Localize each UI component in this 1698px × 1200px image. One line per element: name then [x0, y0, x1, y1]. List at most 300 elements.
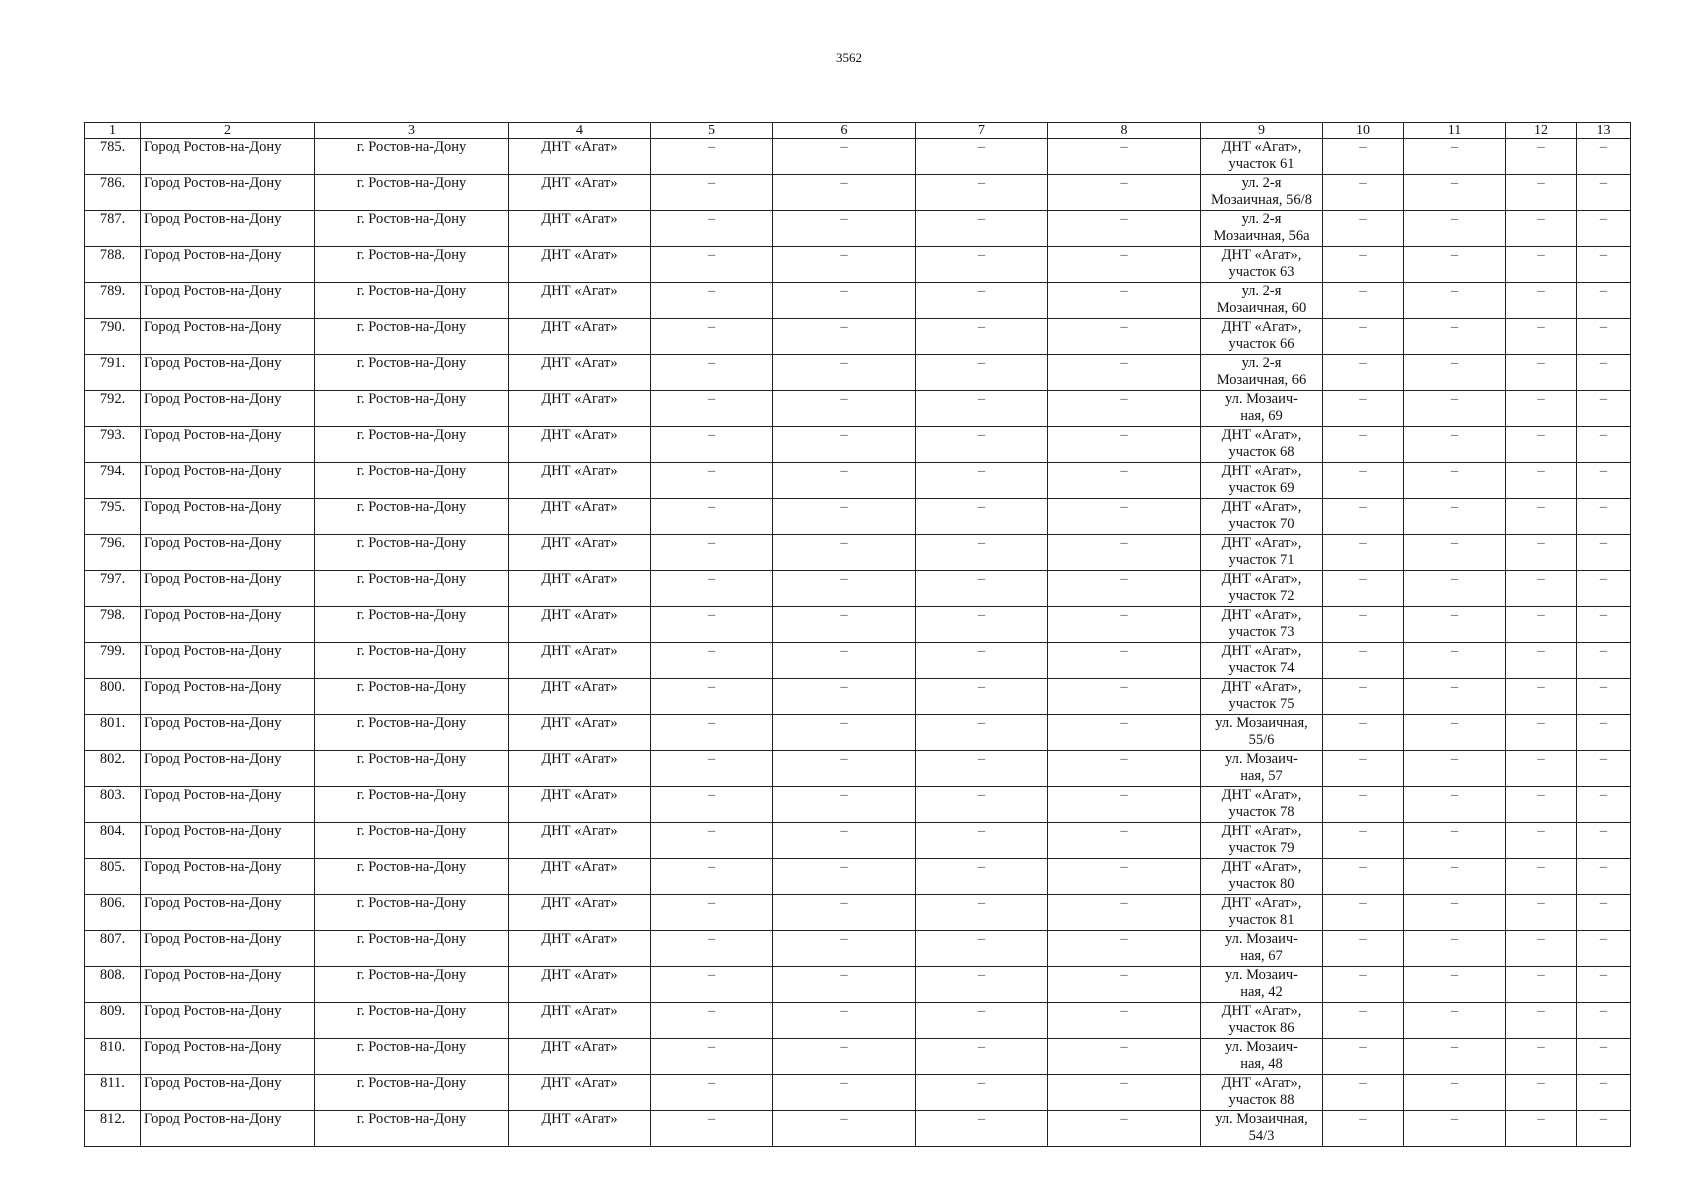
col10-cell: –	[1323, 1075, 1404, 1111]
col12-cell: –	[1506, 823, 1577, 859]
address-cell: ул. Мозаич- ная, 42	[1201, 967, 1323, 1003]
col7-cell: –	[916, 895, 1048, 931]
table-row	[85, 931, 1631, 967]
col5-cell: –	[651, 1111, 773, 1147]
organization-cell: ДНТ «Агат»	[509, 211, 651, 247]
address-cell: ул. Мозаичная, 54/3	[1201, 1111, 1323, 1147]
col11-cell: –	[1404, 823, 1506, 859]
col5-cell: –	[651, 967, 773, 1003]
organization-cell: ДНТ «Агат»	[509, 931, 651, 967]
municipality-cell: Город Ростов-на-Дону	[141, 967, 315, 1003]
row-number: 788.	[85, 247, 141, 283]
col10-cell: –	[1323, 175, 1404, 211]
col5-cell: –	[651, 247, 773, 283]
col6-cell: –	[773, 931, 916, 967]
settlement-cell: г. Ростов-на-Дону	[315, 715, 509, 751]
column-header-12: 12	[1506, 123, 1577, 139]
col7-cell: –	[916, 571, 1048, 607]
col12-cell: –	[1506, 895, 1577, 931]
col7-cell: –	[916, 283, 1048, 319]
row-number: 795.	[85, 499, 141, 535]
row-number: 786.	[85, 175, 141, 211]
col12-cell: –	[1506, 319, 1577, 355]
registry-table	[84, 122, 1631, 1147]
col6-cell: –	[773, 391, 916, 427]
col12-cell: –	[1506, 787, 1577, 823]
column-header-7: 7	[916, 123, 1048, 139]
col8-cell: –	[1048, 751, 1201, 787]
col13-cell: –	[1577, 967, 1631, 1003]
municipality-cell: Город Ростов-на-Дону	[141, 427, 315, 463]
address-cell: ул. Мозаич- ная, 67	[1201, 931, 1323, 967]
col8-cell: –	[1048, 607, 1201, 643]
col6-cell: –	[773, 859, 916, 895]
col8-cell: –	[1048, 823, 1201, 859]
row-number: 802.	[85, 751, 141, 787]
col10-cell: –	[1323, 571, 1404, 607]
col8-cell: –	[1048, 211, 1201, 247]
col7-cell: –	[916, 715, 1048, 751]
table-row	[85, 1039, 1631, 1075]
col12-cell: –	[1506, 931, 1577, 967]
col6-cell: –	[773, 1003, 916, 1039]
table-row	[85, 463, 1631, 499]
municipality-cell: Город Ростов-на-Дону	[141, 679, 315, 715]
table-row	[85, 967, 1631, 1003]
settlement-cell: г. Ростов-на-Дону	[315, 319, 509, 355]
address-cell: ул. 2-я Мозаичная, 66	[1201, 355, 1323, 391]
address-cell: ДНТ «Агат», участок 81	[1201, 895, 1323, 931]
municipality-cell: Город Ростов-на-Дону	[141, 1003, 315, 1039]
col8-cell: –	[1048, 1075, 1201, 1111]
address-cell: ул. Мозаич- ная, 48	[1201, 1039, 1323, 1075]
row-number: 809.	[85, 1003, 141, 1039]
municipality-cell: Город Ростов-на-Дону	[141, 1111, 315, 1147]
col7-cell: –	[916, 1039, 1048, 1075]
organization-cell: ДНТ «Агат»	[509, 751, 651, 787]
col5-cell: –	[651, 175, 773, 211]
col5-cell: –	[651, 211, 773, 247]
col13-cell: –	[1577, 895, 1631, 931]
col5-cell: –	[651, 391, 773, 427]
col7-cell: –	[916, 1111, 1048, 1147]
municipality-cell: Город Ростов-на-Дону	[141, 463, 315, 499]
col13-cell: –	[1577, 571, 1631, 607]
col5-cell: –	[651, 499, 773, 535]
table-row	[85, 535, 1631, 571]
col11-cell: –	[1404, 211, 1506, 247]
col6-cell: –	[773, 283, 916, 319]
table-row	[85, 247, 1631, 283]
col10-cell: –	[1323, 139, 1404, 175]
row-number: 812.	[85, 1111, 141, 1147]
settlement-cell: г. Ростов-на-Дону	[315, 1039, 509, 1075]
municipality-cell: Город Ростов-на-Дону	[141, 175, 315, 211]
table-row	[85, 1003, 1631, 1039]
table-row	[85, 355, 1631, 391]
organization-cell: ДНТ «Агат»	[509, 427, 651, 463]
settlement-cell: г. Ростов-на-Дону	[315, 1111, 509, 1147]
col11-cell: –	[1404, 391, 1506, 427]
settlement-cell: г. Ростов-на-Дону	[315, 607, 509, 643]
col6-cell: –	[773, 463, 916, 499]
col10-cell: –	[1323, 319, 1404, 355]
organization-cell: ДНТ «Агат»	[509, 355, 651, 391]
column-header-2: 2	[141, 123, 315, 139]
col11-cell: –	[1404, 679, 1506, 715]
col11-cell: –	[1404, 247, 1506, 283]
col11-cell: –	[1404, 319, 1506, 355]
col8-cell: –	[1048, 535, 1201, 571]
col8-cell: –	[1048, 1111, 1201, 1147]
address-cell: ДНТ «Агат», участок 86	[1201, 1003, 1323, 1039]
settlement-cell: г. Ростов-на-Дону	[315, 823, 509, 859]
row-number: 805.	[85, 859, 141, 895]
row-number: 804.	[85, 823, 141, 859]
settlement-cell: г. Ростов-на-Дону	[315, 787, 509, 823]
address-cell: ДНТ «Агат», участок 61	[1201, 139, 1323, 175]
col12-cell: –	[1506, 427, 1577, 463]
col12-cell: –	[1506, 463, 1577, 499]
col11-cell: –	[1404, 499, 1506, 535]
col12-cell: –	[1506, 499, 1577, 535]
table-row	[85, 751, 1631, 787]
col13-cell: –	[1577, 715, 1631, 751]
table-row	[85, 139, 1631, 175]
row-number: 789.	[85, 283, 141, 319]
col11-cell: –	[1404, 427, 1506, 463]
municipality-cell: Город Ростов-на-Дону	[141, 499, 315, 535]
col12-cell: –	[1506, 211, 1577, 247]
col12-cell: –	[1506, 679, 1577, 715]
col13-cell: –	[1577, 751, 1631, 787]
col7-cell: –	[916, 427, 1048, 463]
col11-cell: –	[1404, 967, 1506, 1003]
organization-cell: ДНТ «Агат»	[509, 787, 651, 823]
row-number: 792.	[85, 391, 141, 427]
col13-cell: –	[1577, 931, 1631, 967]
col8-cell: –	[1048, 139, 1201, 175]
col11-cell: –	[1404, 715, 1506, 751]
row-number: 798.	[85, 607, 141, 643]
col5-cell: –	[651, 1003, 773, 1039]
address-cell: ул. 2-я Мозаичная, 56а	[1201, 211, 1323, 247]
col8-cell: –	[1048, 787, 1201, 823]
organization-cell: ДНТ «Агат»	[509, 391, 651, 427]
col10-cell: –	[1323, 1039, 1404, 1075]
col7-cell: –	[916, 643, 1048, 679]
municipality-cell: Город Ростов-на-Дону	[141, 715, 315, 751]
row-number: 797.	[85, 571, 141, 607]
col6-cell: –	[773, 643, 916, 679]
col13-cell: –	[1577, 247, 1631, 283]
col5-cell: –	[651, 427, 773, 463]
municipality-cell: Город Ростов-на-Дону	[141, 571, 315, 607]
municipality-cell: Город Ростов-на-Дону	[141, 139, 315, 175]
col5-cell: –	[651, 715, 773, 751]
col7-cell: –	[916, 319, 1048, 355]
column-header-3: 3	[315, 123, 509, 139]
col12-cell: –	[1506, 1003, 1577, 1039]
col12-cell: –	[1506, 967, 1577, 1003]
col5-cell: –	[651, 643, 773, 679]
col10-cell: –	[1323, 247, 1404, 283]
col10-cell: –	[1323, 679, 1404, 715]
table-row	[85, 427, 1631, 463]
col5-cell: –	[651, 535, 773, 571]
col10-cell: –	[1323, 463, 1404, 499]
col10-cell: –	[1323, 391, 1404, 427]
col12-cell: –	[1506, 643, 1577, 679]
col7-cell: –	[916, 175, 1048, 211]
address-cell: ДНТ «Агат», участок 80	[1201, 859, 1323, 895]
col10-cell: –	[1323, 1003, 1404, 1039]
col6-cell: –	[773, 499, 916, 535]
settlement-cell: г. Ростов-на-Дону	[315, 499, 509, 535]
col12-cell: –	[1506, 1075, 1577, 1111]
col13-cell: –	[1577, 283, 1631, 319]
col8-cell: –	[1048, 643, 1201, 679]
col6-cell: –	[773, 139, 916, 175]
col8-cell: –	[1048, 319, 1201, 355]
col12-cell: –	[1506, 355, 1577, 391]
col13-cell: –	[1577, 1039, 1631, 1075]
settlement-cell: г. Ростов-на-Дону	[315, 355, 509, 391]
row-number: 787.	[85, 211, 141, 247]
organization-cell: ДНТ «Агат»	[509, 499, 651, 535]
col5-cell: –	[651, 319, 773, 355]
address-cell: ДНТ «Агат», участок 74	[1201, 643, 1323, 679]
address-cell: ДНТ «Агат», участок 75	[1201, 679, 1323, 715]
address-cell: ДНТ «Агат», участок 73	[1201, 607, 1323, 643]
col13-cell: –	[1577, 391, 1631, 427]
col6-cell: –	[773, 715, 916, 751]
column-number-row	[85, 123, 1631, 139]
col13-cell: –	[1577, 319, 1631, 355]
col13-cell: –	[1577, 823, 1631, 859]
col5-cell: –	[651, 679, 773, 715]
col10-cell: –	[1323, 751, 1404, 787]
col6-cell: –	[773, 427, 916, 463]
col12-cell: –	[1506, 391, 1577, 427]
col11-cell: –	[1404, 463, 1506, 499]
col11-cell: –	[1404, 1003, 1506, 1039]
col13-cell: –	[1577, 607, 1631, 643]
municipality-cell: Город Ростов-на-Дону	[141, 823, 315, 859]
col8-cell: –	[1048, 1039, 1201, 1075]
col11-cell: –	[1404, 895, 1506, 931]
table-row	[85, 859, 1631, 895]
col13-cell: –	[1577, 175, 1631, 211]
address-cell: ДНТ «Агат», участок 66	[1201, 319, 1323, 355]
col5-cell: –	[651, 283, 773, 319]
col10-cell: –	[1323, 283, 1404, 319]
col6-cell: –	[773, 1075, 916, 1111]
col11-cell: –	[1404, 607, 1506, 643]
col5-cell: –	[651, 355, 773, 391]
organization-cell: ДНТ «Агат»	[509, 139, 651, 175]
col10-cell: –	[1323, 643, 1404, 679]
organization-cell: ДНТ «Агат»	[509, 247, 651, 283]
municipality-cell: Город Ростов-на-Дону	[141, 535, 315, 571]
col11-cell: –	[1404, 931, 1506, 967]
table-row	[85, 283, 1631, 319]
table-row	[85, 607, 1631, 643]
col13-cell: –	[1577, 139, 1631, 175]
table-row	[85, 211, 1631, 247]
organization-cell: ДНТ «Агат»	[509, 967, 651, 1003]
settlement-cell: г. Ростов-на-Дону	[315, 643, 509, 679]
settlement-cell: г. Ростов-на-Дону	[315, 535, 509, 571]
col7-cell: –	[916, 139, 1048, 175]
settlement-cell: г. Ростов-на-Дону	[315, 427, 509, 463]
organization-cell: ДНТ «Агат»	[509, 319, 651, 355]
address-cell: ул. 2-я Мозаичная, 56/8	[1201, 175, 1323, 211]
col11-cell: –	[1404, 1111, 1506, 1147]
col8-cell: –	[1048, 679, 1201, 715]
col5-cell: –	[651, 931, 773, 967]
col7-cell: –	[916, 679, 1048, 715]
row-number: 790.	[85, 319, 141, 355]
col7-cell: –	[916, 391, 1048, 427]
table-row	[85, 787, 1631, 823]
col13-cell: –	[1577, 427, 1631, 463]
col12-cell: –	[1506, 175, 1577, 211]
col7-cell: –	[916, 463, 1048, 499]
settlement-cell: г. Ростов-на-Дону	[315, 751, 509, 787]
settlement-cell: г. Ростов-на-Дону	[315, 1075, 509, 1111]
col6-cell: –	[773, 535, 916, 571]
settlement-cell: г. Ростов-на-Дону	[315, 139, 509, 175]
municipality-cell: Город Ростов-на-Дону	[141, 859, 315, 895]
col11-cell: –	[1404, 175, 1506, 211]
organization-cell: ДНТ «Агат»	[509, 859, 651, 895]
col10-cell: –	[1323, 427, 1404, 463]
col12-cell: –	[1506, 1039, 1577, 1075]
settlement-cell: г. Ростов-на-Дону	[315, 895, 509, 931]
municipality-cell: Город Ростов-на-Дону	[141, 391, 315, 427]
col6-cell: –	[773, 355, 916, 391]
organization-cell: ДНТ «Агат»	[509, 715, 651, 751]
table-row	[85, 643, 1631, 679]
col8-cell: –	[1048, 463, 1201, 499]
col6-cell: –	[773, 679, 916, 715]
municipality-cell: Город Ростов-на-Дону	[141, 247, 315, 283]
col13-cell: –	[1577, 211, 1631, 247]
col6-cell: –	[773, 247, 916, 283]
settlement-cell: г. Ростов-на-Дону	[315, 1003, 509, 1039]
table-row	[85, 895, 1631, 931]
organization-cell: ДНТ «Агат»	[509, 463, 651, 499]
row-number: 793.	[85, 427, 141, 463]
col12-cell: –	[1506, 859, 1577, 895]
col7-cell: –	[916, 499, 1048, 535]
column-header-4: 4	[509, 123, 651, 139]
col7-cell: –	[916, 607, 1048, 643]
organization-cell: ДНТ «Агат»	[509, 535, 651, 571]
organization-cell: ДНТ «Агат»	[509, 895, 651, 931]
settlement-cell: г. Ростов-на-Дону	[315, 931, 509, 967]
col6-cell: –	[773, 751, 916, 787]
address-cell: ул. Мозаич- ная, 69	[1201, 391, 1323, 427]
col8-cell: –	[1048, 1003, 1201, 1039]
col8-cell: –	[1048, 247, 1201, 283]
col11-cell: –	[1404, 355, 1506, 391]
col7-cell: –	[916, 1003, 1048, 1039]
col5-cell: –	[651, 859, 773, 895]
col5-cell: –	[651, 571, 773, 607]
col8-cell: –	[1048, 859, 1201, 895]
col6-cell: –	[773, 211, 916, 247]
page-number: 3562	[836, 50, 862, 65]
col8-cell: –	[1048, 427, 1201, 463]
row-number: 796.	[85, 535, 141, 571]
col5-cell: –	[651, 1075, 773, 1111]
row-number: 810.	[85, 1039, 141, 1075]
col7-cell: –	[916, 211, 1048, 247]
col13-cell: –	[1577, 499, 1631, 535]
organization-cell: ДНТ «Агат»	[509, 1003, 651, 1039]
col10-cell: –	[1323, 1111, 1404, 1147]
municipality-cell: Город Ростов-на-Дону	[141, 1039, 315, 1075]
col11-cell: –	[1404, 283, 1506, 319]
organization-cell: ДНТ «Агат»	[509, 1111, 651, 1147]
table-row	[85, 175, 1631, 211]
organization-cell: ДНТ «Агат»	[509, 175, 651, 211]
col6-cell: –	[773, 823, 916, 859]
col10-cell: –	[1323, 715, 1404, 751]
municipality-cell: Город Ростов-на-Дону	[141, 931, 315, 967]
col10-cell: –	[1323, 823, 1404, 859]
organization-cell: ДНТ «Агат»	[509, 823, 651, 859]
col12-cell: –	[1506, 571, 1577, 607]
column-header-11: 11	[1404, 123, 1506, 139]
col12-cell: –	[1506, 751, 1577, 787]
settlement-cell: г. Ростов-на-Дону	[315, 859, 509, 895]
col13-cell: –	[1577, 1111, 1631, 1147]
col5-cell: –	[651, 139, 773, 175]
column-header-10: 10	[1323, 123, 1404, 139]
municipality-cell: Город Ростов-на-Дону	[141, 607, 315, 643]
table-row	[85, 679, 1631, 715]
address-cell: ДНТ «Агат», участок 68	[1201, 427, 1323, 463]
municipality-cell: Город Ростов-на-Дону	[141, 895, 315, 931]
settlement-cell: г. Ростов-на-Дону	[315, 571, 509, 607]
address-cell: ул. Мозаич- ная, 57	[1201, 751, 1323, 787]
col6-cell: –	[773, 895, 916, 931]
col5-cell: –	[651, 895, 773, 931]
col10-cell: –	[1323, 931, 1404, 967]
col7-cell: –	[916, 787, 1048, 823]
municipality-cell: Город Ростов-на-Дону	[141, 1075, 315, 1111]
col10-cell: –	[1323, 607, 1404, 643]
column-header-1: 1	[85, 123, 141, 139]
municipality-cell: Город Ростов-на-Дону	[141, 319, 315, 355]
col11-cell: –	[1404, 1039, 1506, 1075]
col7-cell: –	[916, 859, 1048, 895]
table-row	[85, 715, 1631, 751]
col11-cell: –	[1404, 751, 1506, 787]
address-cell: ул. Мозаичная, 55/6	[1201, 715, 1323, 751]
col7-cell: –	[916, 823, 1048, 859]
col8-cell: –	[1048, 355, 1201, 391]
organization-cell: ДНТ «Агат»	[509, 1039, 651, 1075]
col11-cell: –	[1404, 859, 1506, 895]
row-number: 806.	[85, 895, 141, 931]
col13-cell: –	[1577, 643, 1631, 679]
col12-cell: –	[1506, 1111, 1577, 1147]
row-number: 803.	[85, 787, 141, 823]
